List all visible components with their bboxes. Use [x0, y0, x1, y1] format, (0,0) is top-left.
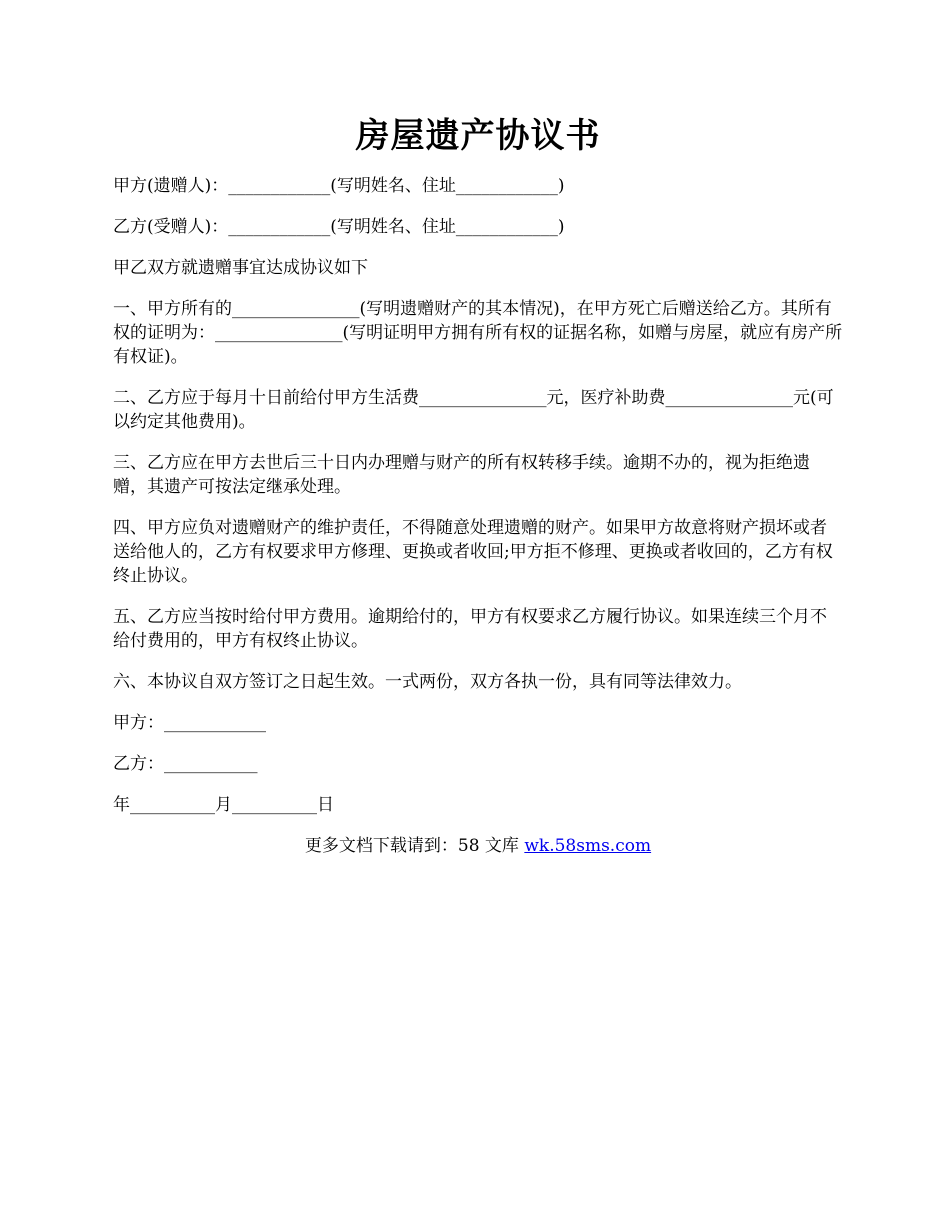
party-b-line: 乙方(受赠人)：____________(写明姓名、住址____________) — [113, 217, 565, 237]
date-line: 年__________月__________日 — [113, 795, 334, 815]
document-title: 房屋遗产协议书 — [355, 116, 601, 156]
clause-1: 一、甲方所有的_______________(写明遗赠财产的其本情况)，在甲方死亡后赠送给乙方。其所有权的证明为：_______________(写明证明甲方拥有所有权的证据名称，如赠与房屋，就应有房产所有权证)。 — [113, 299, 843, 367]
party-b-signature: 乙方：___________ — [113, 754, 258, 774]
party-a-signature: 甲方：____________ — [113, 713, 266, 733]
agreement-intro: 甲乙双方就遗赠事宜达成协议如下 — [113, 258, 368, 278]
footer-text: 更多文档下载请到：58 文库 — [304, 836, 525, 856]
clause-5: 五、乙方应当按时给付甲方费用。逾期给付的，甲方有权要求乙方履行协议。如果连续三个月不给付费用的，甲方有权终止协议。 — [113, 607, 827, 651]
party-a-line: 甲方(遗赠人)：____________(写明姓名、住址____________) — [113, 176, 565, 196]
clause-2: 二、乙方应于每月十日前给付甲方生活费_______________元，医疗补助费_______________元(可以约定其他费用)。 — [113, 388, 834, 432]
footer-link[interactable]: wk.58sms.com — [524, 836, 652, 856]
clause-6: 六、本协议自双方签订之日起生效。一式两份，双方各执一份，具有同等法律效力。 — [113, 672, 742, 692]
document-page — [113, 112, 843, 858]
download-footer — [113, 834, 843, 858]
clause-3: 三、乙方应在甲方去世后三十日内办理赠与财产的所有权转移手续。逾期不办的，视为拒绝遗赠，其遗产可按法定继承处理。 — [113, 453, 810, 497]
clause-4: 四、甲方应负对遗赠财产的维护责任，不得随意处理遗赠的财产。如果甲方故意将财产损坏或者送给他人的，乙方有权要求甲方修理、更换或者收回;甲方拒不修理、更换或者收回的，乙方有权终止协议。 — [113, 518, 833, 586]
